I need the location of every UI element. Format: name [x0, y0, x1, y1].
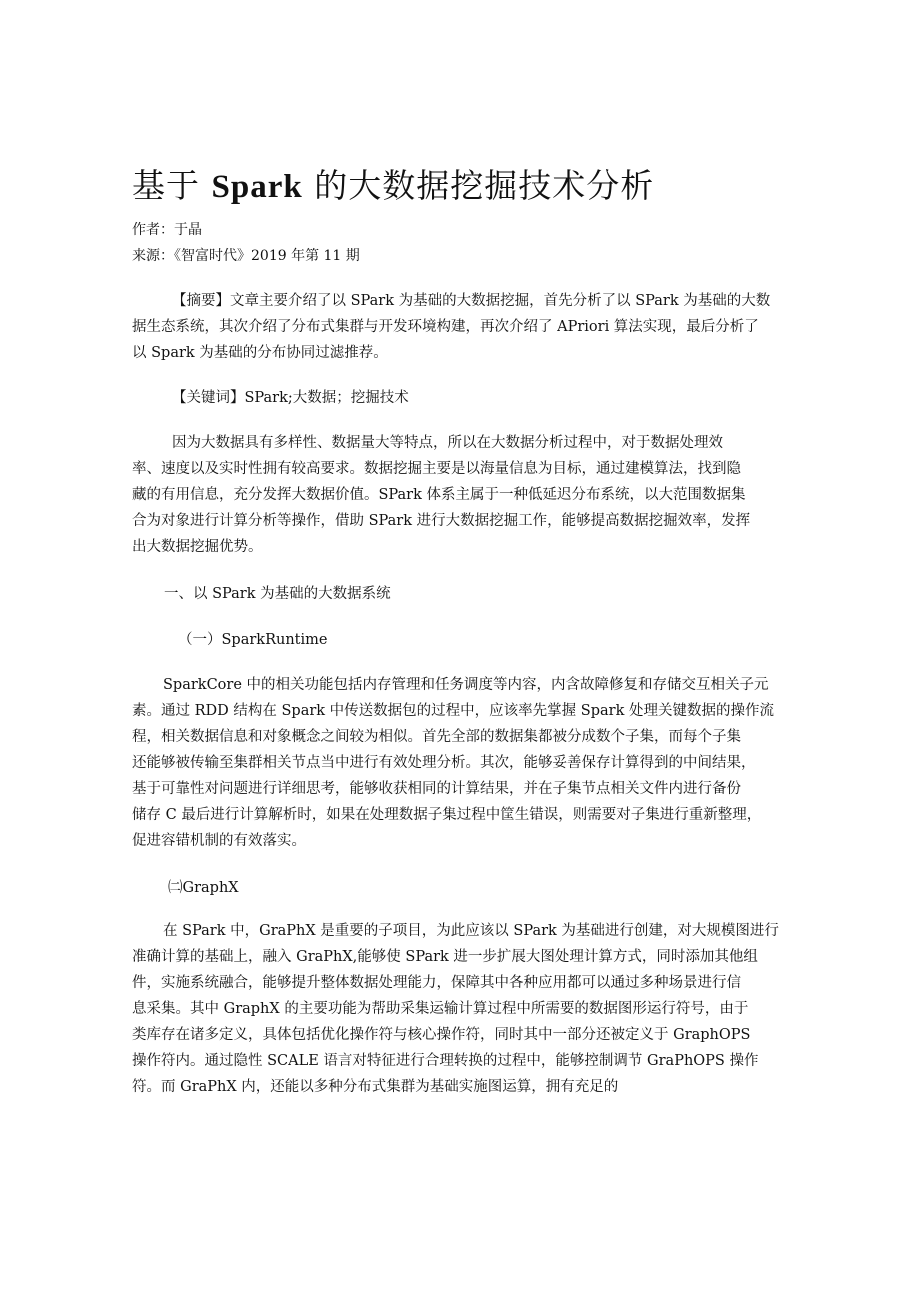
intro-line: 合为对象进行计算分析等操作，借助 SPark 进行大数据挖掘工作，能够提高数据挖掘效率，发挥 [132, 513, 751, 529]
article-title [132, 160, 654, 207]
paragraph-line: SparkCore 中的相关功能包括内存管理和任务调度等内容，内含故障修复和存储交互相关子元 [163, 677, 769, 693]
abstract-line: 以 Spark 为基础的分布协同过滤推荐。 [132, 345, 388, 361]
graphx-paragraph [132, 918, 796, 1100]
section-1-heading: 一、以 SPark 为基础的大数据系统 [164, 586, 391, 602]
paragraph-line: 基于可靠性对问题进行详细思考，能够收获相同的计算结果，并在子集节点相关文件内进行备份 [132, 781, 741, 797]
abstract-line: 据生态系统，其次介绍了分布式集群与开发环境构建，再次介绍了 APriori 算法实现，最后分析了 [132, 319, 759, 335]
subsection-2-heading: ㈡GraphX [168, 880, 239, 896]
intro-line: 出大数据挖掘优势。 [132, 539, 263, 555]
abstract-paragraph [132, 288, 796, 366]
paragraph-line: 储存 C 最后进行计算解析时，如果在处理数据子集过程中筐生错误，则需要对子集进行重新整理， [132, 807, 762, 823]
source-line: 来源：《智富时代》2019 年第 11 期 [132, 248, 360, 264]
paragraph-line: 素。通过 RDD 结构在 Spark 中传送数据包的过程中，应该率先掌握 Spark 处理关键数据的操作流 [132, 703, 774, 719]
intro-paragraph [132, 430, 796, 560]
subsection-1-heading: （一）SparkRuntime [178, 632, 328, 648]
title-spark: Spark [211, 169, 303, 205]
paragraph-line: 程，相关数据信息和对象概念之间较为相似。首先全部的数据集都被分成数个子集，而每个子集 [132, 729, 741, 745]
paragraph-line: 还能够被传输至集群相关节点当中进行有效处理分析。其次，能够妥善保存计算得到的中间结果， [132, 755, 756, 771]
abstract-line: 【摘要】文章主要介绍了以 SPark 为基础的大数据挖掘，首先分析了以 SPark 为基础的大数 [172, 293, 771, 309]
paragraph-line: 件，实施系统融合，能够提升整体数据处理能力，保障其中各种应用都可以通过多种场景进行信 [132, 975, 741, 991]
paragraph-line: 操作符内。通过隐性 SCALE 语言对特征进行合理转换的过程中，能够控制调节 GraPhOPS 操作 [132, 1053, 759, 1069]
intro-line: 藏的有用信息，充分发挥大数据价值。SPark 体系主属于一种低延迟分布系统，以大范围数据集 [132, 487, 746, 503]
sparkruntime-paragraph [132, 672, 796, 854]
author-line: 作者：于晶 [132, 222, 202, 238]
title-suffix: 的大数据挖掘技术分析 [302, 166, 655, 205]
intro-line: 率、速度以及实时性拥有较高要求。数据挖掘主要是以海量信息为目标，通过建模算法，找到隐 [132, 461, 741, 477]
paragraph-line: 类库存在诸多定义，具体包括优化操作符与核心操作符，同时其中一部分还被定义于 GraphOPS [132, 1027, 751, 1043]
paragraph-line: 在 SPark 中，GraPhX 是重要的子项目，为此应该以 SPark 为基础进行创建，对大规模图进行 [163, 923, 779, 939]
title-prefix: 基于 [132, 166, 212, 205]
paragraph-line: 准确计算的基础上，融入 GraPhX,能够使 SPark 进一步扩展大图处理计算方式，同时添加其他组 [132, 949, 758, 965]
paragraph-line: 符。而 GraPhX 内，还能以多种分布式集群为基础实施图运算，拥有充足的 [132, 1079, 619, 1095]
intro-line: 因为大数据具有多样性、数据量大等特点，所以在大数据分析过程中，对于数据处理效 [172, 435, 723, 451]
paragraph-line: 促进容错机制的有效落实。 [132, 833, 306, 849]
keywords-line: 【关键词】SPark;大数据；挖掘技术 [172, 390, 409, 406]
paragraph-line: 息采集。其中 GraphX 的主要功能为帮助采集运输计算过程中所需要的数据图形运行符号，由于 [132, 1001, 749, 1017]
